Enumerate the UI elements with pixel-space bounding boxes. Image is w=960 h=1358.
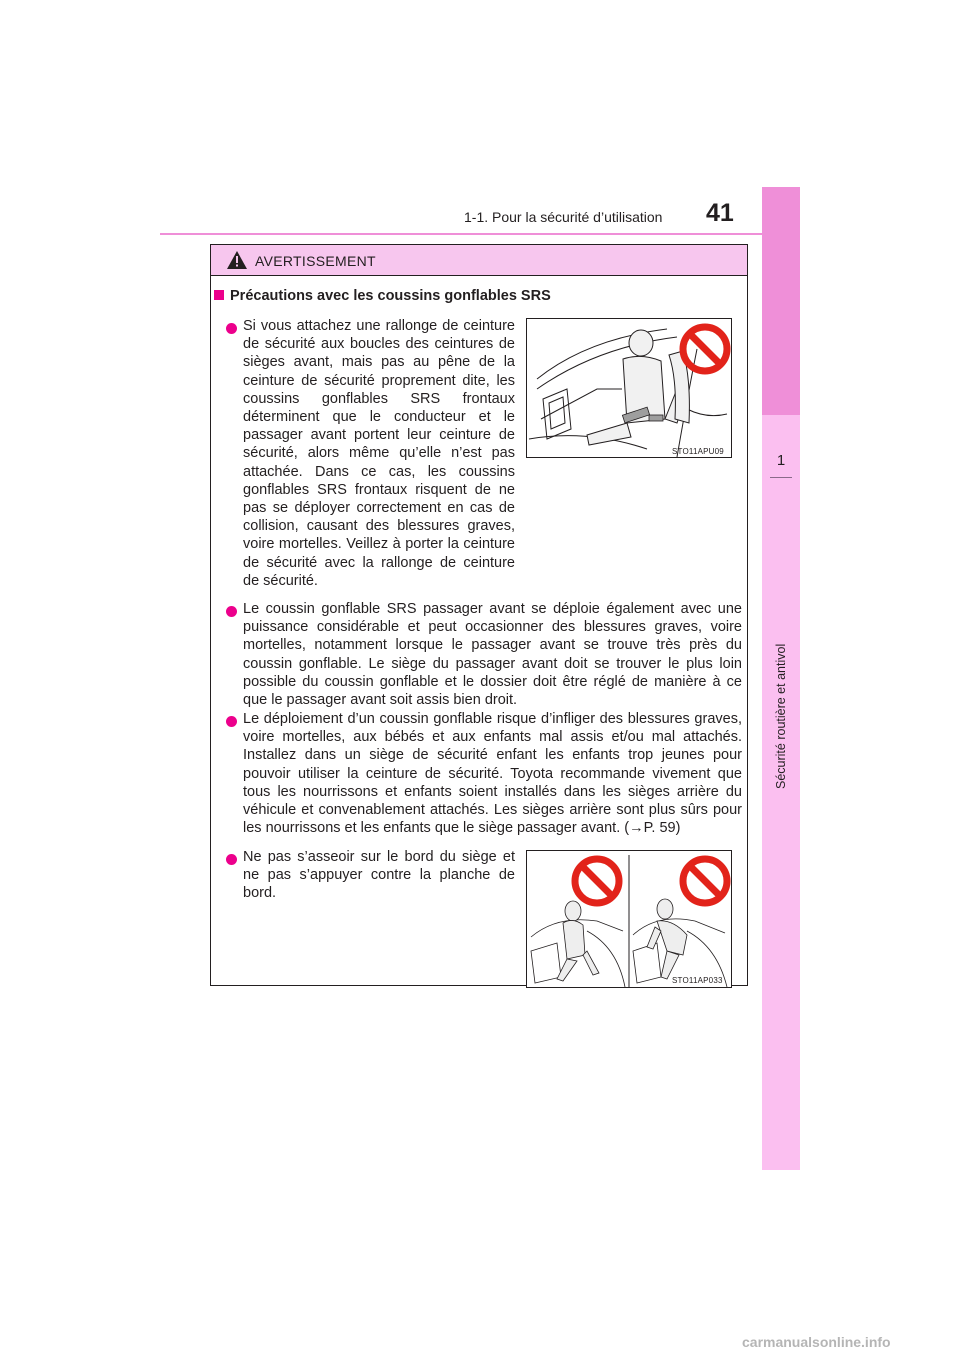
bullet-icon — [226, 716, 237, 727]
chapter-divider — [770, 477, 792, 478]
footer-site: carmanualsonline.info — [742, 1334, 891, 1350]
bullet-icon — [226, 606, 237, 617]
warning-header — [211, 245, 747, 276]
chapter-side-tab — [762, 187, 800, 1170]
warning-subheading — [214, 288, 551, 304]
warning-item-4: Ne pas s’asseoir sur le bord du siège et ne pas s’appuyer contre la planche de bord. — [243, 849, 515, 902]
prohibition-icon — [683, 327, 727, 371]
header-rule — [160, 233, 800, 235]
warning-label: AVERTISSEMENT — [255, 253, 376, 269]
warning-subheading-text: Précautions avec les coussins gonflables SRS — [230, 288, 551, 304]
bullet-icon — [226, 854, 237, 865]
warning-triangle-icon — [227, 251, 247, 269]
page-number: 41 — [706, 199, 734, 227]
prohibition-icon — [683, 859, 727, 903]
seating-posture-illustration — [526, 850, 732, 988]
chapter-tab-highlight — [762, 187, 800, 415]
warning-item-2: Le coussin gonflable SRS passager avant se déploie également avec une puissance considérable et peut occasionner des blessures graves, voire mortelles, notamment lorsque le passager avant se trouve très près du coussin gonflable. Le siège du passager avant doit se trouver le plus loin possible du coussin gonflable et le dossier doit être réglé de manière à ce que le passager avant soit assis bien droit. — [243, 601, 742, 709]
warning-item-3: Le déploiement d’un coussin gonflable risque d’infliger des blessures graves, voire mortelles, aux bébés et aux enfants mal assis et/ou mal attachés. Installez dans un siège de sécurité enfant les enfants trop jeunes pour pouvoir utiliser la ceinture de sécurité. Toyota recommande vivement que tous les nourrissons et enfants soient installés dans les sièges arrière du véhicule et convenablement attachés. Les sièges arrière sont plus sûrs pour les nourrissons et les enfants que le siège passager avant. (→P. 59) — [243, 711, 742, 837]
prohibition-icon — [575, 859, 619, 903]
warning-item-1: Si vous attachez une rallonge de ceinture de sécurité aux boucles des ceintures de sièges avant, mais pas au pêne de la ceinture de sécurité proprement dite, les coussins gonflables SRS frontaux déterminent que le conducteur et le passager avant portent leur ceinture de sécurité, alors même qu’elle n’est pas attachée. Dans ce cas, les coussins gonflables SRS frontaux risquent de ne pas se déployer correctement en cas de collision, causant des blessures graves, voire mortelles. Veillez à porter la ceinture de sécurité avec la rallonge de ceinture de sécurité. — [243, 318, 515, 589]
figure-code-2: STO11AP033 — [672, 976, 723, 985]
section-title: 1-1. Pour la sécurité d’utilisation — [464, 209, 663, 225]
seatbelt-extender-drawing — [527, 319, 731, 457]
seating-posture-drawing — [527, 851, 731, 987]
square-bullet-icon — [214, 290, 224, 300]
bullet-icon — [226, 323, 237, 334]
figure-code-1: STO11APU09 — [672, 447, 724, 456]
chapter-number: 1 — [776, 452, 786, 469]
seatbelt-extender-illustration — [526, 318, 732, 458]
chapter-title: Sécurité routière et antivol — [774, 643, 788, 789]
